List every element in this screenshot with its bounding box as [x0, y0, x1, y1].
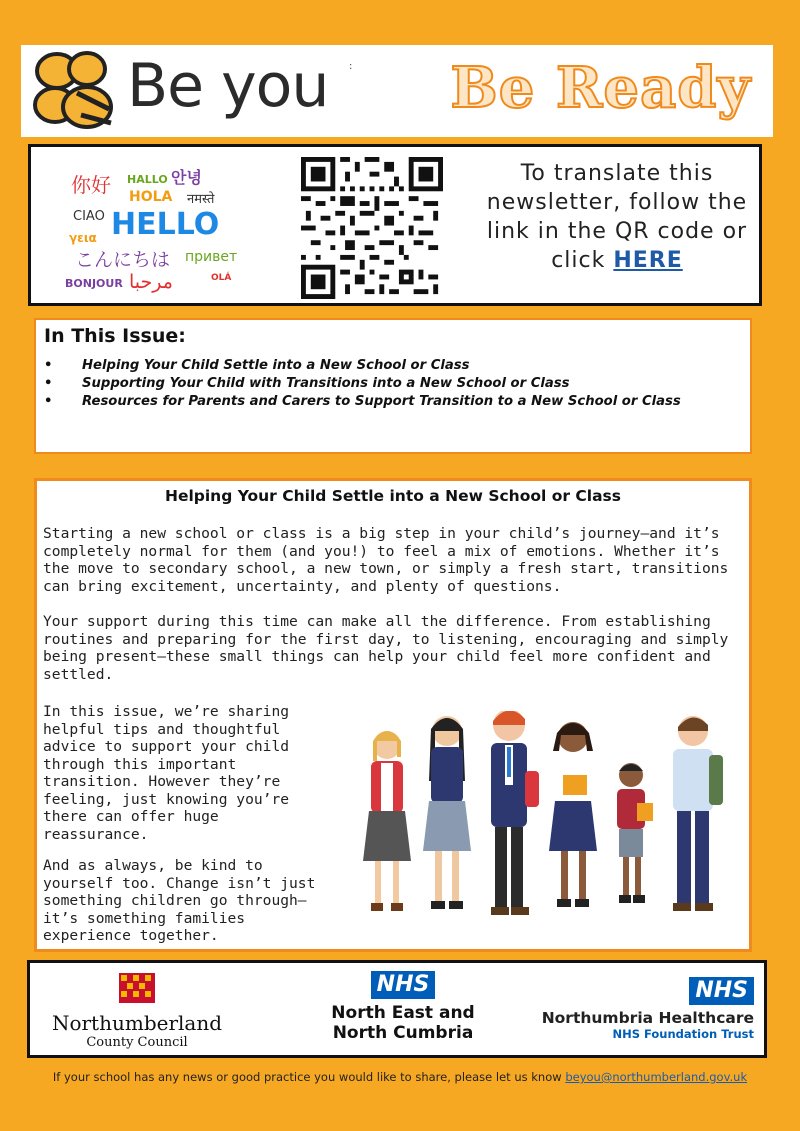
translate-panel	[28, 144, 762, 306]
northumberland-logo	[42, 973, 232, 1050]
nhs-badge: NHS	[689, 977, 754, 1005]
issue-item: • Supporting Your Child with Transitions into a New School or Class	[44, 375, 742, 393]
translate-text: To translate this newsletter, follow the link in the QR code or click	[486, 161, 748, 273]
greeting-word: BONJOUR	[65, 277, 123, 290]
greeting-word: 안녕	[171, 168, 202, 187]
bee-icon	[29, 49, 121, 133]
greeting-word: OLÁ	[211, 273, 232, 283]
child-figure-1	[363, 731, 411, 911]
article-paragraph: Your support during this time can make all the difference. From establishing routines and preparing for the first day, to listening, encouraging and simply being present—these small things can help your child feel more confident and settled.	[43, 613, 729, 683]
article-title: Helping Your Child Settle into a New School or Class	[164, 487, 622, 505]
article-paragraph: And as always, be kind to yourself too. Change isn’t just something children go through—it’s something families experience together.	[43, 857, 316, 944]
child-figure-4	[549, 722, 597, 907]
greeting-word: 你好	[71, 173, 111, 197]
logo-text: Be you	[127, 51, 329, 121]
colon-mark: :	[349, 61, 353, 72]
nenc-line-2: North Cumbria	[332, 1023, 474, 1043]
issue-item: • Resources for Parents and Carers to Support Transition to a New School or Class	[44, 393, 742, 411]
header-banner	[21, 45, 773, 137]
child-figure-6	[673, 716, 723, 911]
children-illustration	[337, 711, 747, 947]
greeting-word: مرحبا	[129, 271, 173, 293]
greeting-word: नमस्ते	[187, 192, 215, 207]
hello-word-cloud	[65, 155, 265, 295]
issue-heading: In This Issue:	[44, 325, 186, 347]
greeting-word: HALLO	[127, 173, 168, 186]
page-title: Be Ready	[450, 55, 751, 121]
article-panel	[34, 478, 752, 952]
child-figure-3	[491, 711, 539, 915]
greeting-word: CIAO	[73, 209, 105, 224]
partner-logos	[27, 960, 767, 1058]
nenc-line-1: North East and	[331, 1003, 475, 1023]
issue-list	[44, 357, 742, 411]
nhc-subtitle: NHS Foundation Trust	[612, 1027, 754, 1041]
ncc-name: Northumberland	[51, 1011, 223, 1035]
greeting-word: привет	[185, 249, 238, 265]
nhs-nenc-logo	[328, 971, 478, 1043]
article-paragraph: Starting a new school or class is a big step in your child’s journey—and it’s completely normal for them (and you!) to feel a mix of emotions. Whether it’s the move to secondary school, a new town, or simply a fresh start, transitions can bring excitement, uncertainty, and plenty of questions.	[43, 525, 729, 595]
in-this-issue-panel	[34, 318, 752, 454]
nhc-name: Northumbria Healthcare	[541, 1009, 754, 1027]
greeting-word: こんにちは	[75, 249, 171, 271]
translate-instructions	[483, 159, 751, 275]
contact-text: If your school has any news or good practice you would like to share, please let us know	[52, 1070, 566, 1084]
article-paragraph: In this issue, we’re sharing helpful tips and thoughtful advice to support your child through this important transition. However they’re feeling, just knowing you’re there can offer huge reassurance.	[43, 703, 290, 843]
greeting-word: γεια	[69, 231, 97, 245]
greeting-word: HELLO	[111, 207, 220, 242]
qr-code-icon[interactable]	[301, 157, 443, 299]
translate-here-link[interactable]: HERE	[613, 248, 683, 273]
northumbria-healthcare-logo	[534, 977, 754, 1041]
be-you-logo	[29, 49, 359, 133]
castle-crest-icon	[119, 973, 155, 1003]
issue-item: • Helping Your Child Settle into a New School or Class	[44, 357, 742, 375]
greeting-word: HOLA	[129, 189, 173, 205]
contact-note	[0, 1070, 800, 1084]
child-figure-5	[617, 763, 653, 903]
nhs-badge: NHS	[371, 971, 436, 999]
child-figure-2	[423, 716, 471, 909]
contact-email-link[interactable]: beyou@northumberland.gov.uk	[565, 1070, 748, 1084]
ncc-subtitle: County Council	[86, 1035, 188, 1050]
